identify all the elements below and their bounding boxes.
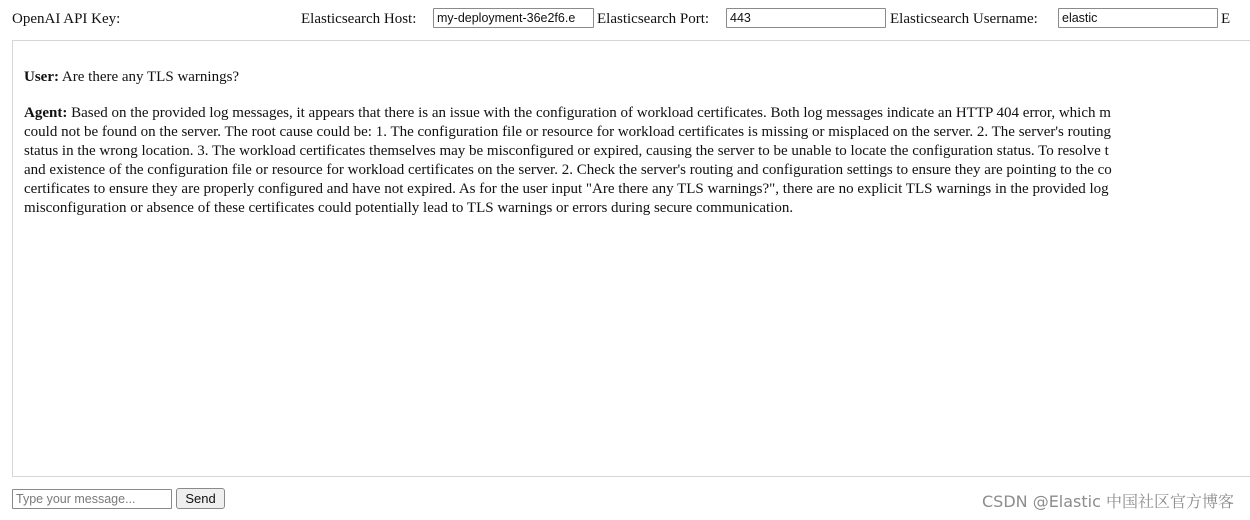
agent-message-line: certificates to ensure they are properly configured and have not expired. As for the user input "Are there any TLS warnings?", there are no explicit TLS warnings in the provided log (24, 181, 1109, 197)
agent-message-line: and existence of the configuration file or resource for workload certificates on the server. 2. Check the server's routing and configuration settings to ensure they are pointing to the co (24, 162, 1112, 178)
agent-message-text: Based on the provided log messages, it appears that there is an issue with the configuration of workload certificates. Both log messages indicate an HTTP 404 error, which m (71, 105, 1111, 121)
elasticsearch-password-label: E (1221, 11, 1231, 27)
csdn-watermark: CSDN @Elastic 中国社区官方博客 (981, 492, 1234, 511)
agent-message (24, 104, 1250, 218)
agent-message-line: could not be found on the server. The root cause could be: 1. The configuration file or resource for workload certificates is missing or misplaced on the server. 2. The server's routing (24, 124, 1111, 140)
message-input[interactable] (12, 489, 172, 509)
send-button[interactable]: Send (176, 488, 225, 509)
elasticsearch-username-label: Elasticsearch Username: (890, 11, 1038, 27)
agent-message-line: status in the wrong location. 3. The workload certificates themselves may be misconfigured or expired, causing the server to be unable to locate the configuration status. To resolve t (24, 143, 1109, 159)
openai-api-key-label: OpenAI API Key: (12, 11, 121, 27)
elasticsearch-host-input[interactable] (433, 8, 594, 28)
agent-message-label: Agent: (24, 105, 68, 121)
agent-message-line (24, 104, 1250, 123)
user-message (24, 68, 1250, 87)
elasticsearch-port-label: Elasticsearch Port: (597, 11, 710, 27)
chat-transcript[interactable] (12, 40, 1250, 477)
elasticsearch-port-input[interactable] (726, 8, 886, 28)
agent-message-line: misconfiguration or absence of these certificates could potentially lead to TLS warnings or errors during secure communication. (24, 200, 794, 216)
elasticsearch-host-label: Elasticsearch Host: (301, 11, 417, 27)
user-message-text: Are there any TLS warnings? (61, 69, 240, 85)
elasticsearch-username-input[interactable] (1058, 8, 1218, 28)
config-bar (12, 8, 1250, 30)
user-message-label: User: (24, 69, 59, 85)
